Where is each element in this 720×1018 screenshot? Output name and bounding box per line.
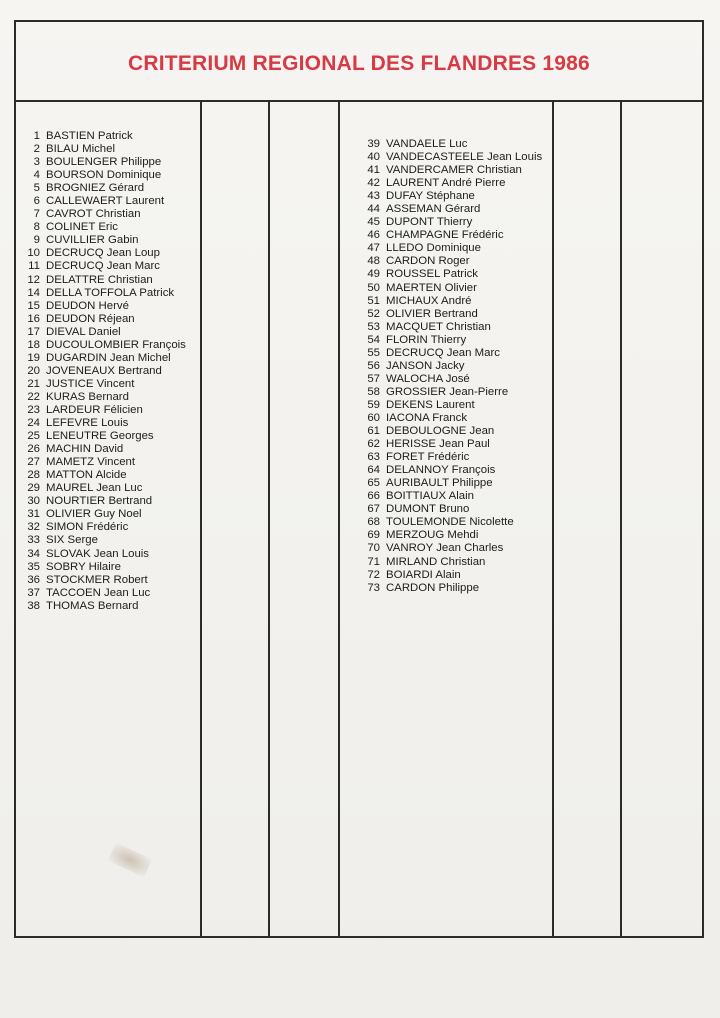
entry-number: 40 bbox=[367, 151, 380, 164]
entry-name: WALOCHA José bbox=[386, 372, 470, 385]
entry-number: 19 bbox=[27, 351, 40, 364]
entry-number: 16 bbox=[27, 312, 40, 325]
entry-number: 5 bbox=[33, 182, 40, 195]
entry-name: OLIVIER Bertrand bbox=[386, 307, 478, 320]
entry-name: JANSON Jacky bbox=[386, 359, 465, 372]
entry-number: 49 bbox=[367, 268, 380, 281]
entry-name: MACQUET Christian bbox=[386, 320, 491, 333]
entry-name: BASTIEN Patrick bbox=[46, 130, 133, 142]
entry-name: LLEDO Dominique bbox=[386, 242, 481, 255]
entry-number: 53 bbox=[367, 320, 380, 333]
entry-name: DUCOULOMBIER François bbox=[46, 338, 186, 351]
entry-name: SIMON Frédéric bbox=[46, 521, 129, 534]
entry-name: DUMONT Bruno bbox=[386, 503, 470, 516]
entry-number: 45 bbox=[367, 216, 380, 229]
entry-number: 8 bbox=[33, 221, 40, 234]
entry-name: CARDON Philippe bbox=[386, 581, 480, 594]
entry-number: 29 bbox=[27, 482, 40, 495]
entry-name: KURAS Bernard bbox=[46, 390, 129, 403]
entry-number: 6 bbox=[33, 195, 40, 208]
entry-number: 72 bbox=[367, 568, 380, 581]
entry-number: 54 bbox=[367, 333, 380, 346]
entry-number: 1 bbox=[33, 130, 40, 142]
entry-name: COLINET Eric bbox=[46, 221, 118, 234]
entry-number: 61 bbox=[367, 425, 380, 438]
entry-name: SOBRY Hilaire bbox=[46, 560, 121, 573]
entry-number: 20 bbox=[27, 364, 40, 377]
entry-number: 68 bbox=[367, 516, 380, 529]
entry-number: 39 bbox=[367, 138, 380, 150]
entry-number: 59 bbox=[367, 398, 380, 411]
entry-name: LENEUTRE Georges bbox=[46, 430, 154, 443]
entry-number: 11 bbox=[28, 260, 40, 273]
entry-number: 26 bbox=[27, 443, 40, 456]
entry-name: LAURENT André Pierre bbox=[386, 177, 506, 190]
entry-number: 58 bbox=[367, 385, 380, 398]
entry-number: 67 bbox=[367, 503, 380, 516]
column-divider bbox=[200, 102, 202, 936]
entry-name: SIX Serge bbox=[46, 534, 98, 547]
entry-number: 9 bbox=[33, 234, 40, 247]
entry-name: CUVILLIER Gabin bbox=[46, 234, 139, 247]
entry-name: OLIVIER Guy Noel bbox=[46, 508, 142, 521]
entry-number: 41 bbox=[367, 164, 380, 177]
entry-name: MERZOUG Mehdi bbox=[386, 529, 479, 542]
entry-name: VANDAELE Luc bbox=[386, 138, 468, 150]
entry-number: 35 bbox=[27, 560, 40, 573]
column-divider bbox=[268, 102, 270, 936]
column-divider bbox=[338, 102, 340, 936]
entry-number: 32 bbox=[27, 521, 40, 534]
entry-name: CAVROT Christian bbox=[46, 208, 141, 221]
entry-number: 73 bbox=[367, 581, 380, 594]
entry-name: MIRLAND Christian bbox=[386, 555, 486, 568]
entry-number: 28 bbox=[27, 469, 40, 482]
entry-number: 21 bbox=[27, 377, 40, 390]
entry-name: CHAMPAGNE Frédéric bbox=[386, 229, 504, 242]
entry-number: 55 bbox=[367, 346, 380, 359]
entry-name: IACONA Franck bbox=[386, 411, 468, 424]
entry-name: DELATTRE Christian bbox=[46, 273, 153, 286]
entry-name: MICHAUX André bbox=[386, 294, 472, 307]
entry-name: DEUDON Réjean bbox=[46, 312, 135, 325]
entry-number: 47 bbox=[367, 242, 380, 255]
entry-number: 70 bbox=[367, 542, 380, 555]
entry-number: 14 bbox=[27, 286, 40, 299]
entry-name: DELANNOY François bbox=[386, 464, 496, 477]
entry-name: DUFAY Stéphane bbox=[386, 190, 475, 203]
title-band bbox=[14, 20, 704, 102]
entry-name: SLOVAK Jean Louis bbox=[46, 547, 149, 560]
entry-name: MAUREL Jean Luc bbox=[46, 482, 143, 495]
entry-name: TOULEMONDE Nicolette bbox=[386, 516, 514, 529]
entry-name: VANDERCAMER Christian bbox=[386, 164, 522, 177]
entry-name: DECRUCQ Jean Marc bbox=[386, 346, 500, 359]
entry-number: 4 bbox=[33, 169, 40, 182]
entry-number: 66 bbox=[367, 490, 380, 503]
entry-name: JUSTICE Vincent bbox=[46, 377, 135, 390]
entry-name: CARDON Roger bbox=[386, 255, 470, 268]
entry-number: 23 bbox=[27, 403, 40, 416]
entry-number: 33 bbox=[27, 534, 40, 547]
entry-number: 46 bbox=[367, 229, 380, 242]
entry-number: 24 bbox=[27, 417, 40, 430]
column-divider bbox=[552, 102, 554, 936]
entry-name: LARDEUR Félicien bbox=[46, 403, 143, 416]
entry-number: 57 bbox=[367, 372, 380, 385]
entry-number: 71 bbox=[367, 555, 380, 568]
entry-name: ASSEMAN Gérard bbox=[386, 203, 481, 216]
entry-name: STOCKMER Robert bbox=[46, 573, 148, 586]
entry-number: 3 bbox=[33, 156, 40, 169]
entry-number: 27 bbox=[27, 456, 40, 469]
entry-number: 62 bbox=[367, 438, 380, 451]
entry-name: CALLEWAERT Laurent bbox=[46, 195, 165, 208]
entry-number: 64 bbox=[367, 464, 380, 477]
entry-name: MAMETZ Vincent bbox=[46, 456, 136, 469]
entry-number: 42 bbox=[367, 177, 380, 190]
entry-number: 44 bbox=[367, 203, 380, 216]
entry-number: 10 bbox=[27, 247, 40, 260]
entry-name: BROGNIEZ Gérard bbox=[46, 182, 145, 195]
entry-name: NOURTIER Bertrand bbox=[46, 495, 153, 508]
entry-number: 36 bbox=[27, 573, 40, 586]
entry-name: DUGARDIN Jean Michel bbox=[46, 351, 171, 364]
entry-number: 31 bbox=[27, 508, 40, 521]
entry-name: VANROY Jean Charles bbox=[386, 542, 504, 555]
entry-number: 18 bbox=[27, 338, 40, 351]
entry-name: DECRUCQ Jean Marc bbox=[46, 260, 160, 273]
entry-name: DEUDON Hervé bbox=[46, 299, 129, 312]
entry-number: 48 bbox=[367, 255, 380, 268]
column-divider bbox=[620, 102, 622, 936]
entry-name: BOURSON Dominique bbox=[46, 169, 162, 182]
entry-name: DEBOULOGNE Jean bbox=[386, 425, 495, 438]
entry-name: VANDECASTEELE Jean Louis bbox=[386, 151, 543, 164]
entry-number: 25 bbox=[27, 430, 40, 443]
entry-name: BILAU Michel bbox=[46, 143, 116, 156]
entry-name: GROSSIER Jean-Pierre bbox=[386, 385, 509, 398]
entry-name: LEFEVRE Louis bbox=[46, 417, 129, 430]
entry-name: DELLA TOFFOLA Patrick bbox=[46, 286, 175, 299]
entry-number: 37 bbox=[27, 586, 40, 599]
entry-name: BOIARDI Alain bbox=[386, 568, 461, 581]
entry-number: 2 bbox=[33, 143, 40, 156]
entry-number: 15 bbox=[27, 299, 40, 312]
entry-number: 7 bbox=[33, 208, 40, 221]
entry-name: HERISSE Jean Paul bbox=[386, 438, 490, 451]
entry-name: THOMAS Bernard bbox=[46, 599, 139, 612]
entry-name: DEKENS Laurent bbox=[386, 398, 475, 411]
entry-name: DUPONT Thierry bbox=[386, 216, 473, 229]
entry-number: 56 bbox=[367, 359, 380, 372]
entry-number: 30 bbox=[27, 495, 40, 508]
entry-number: 22 bbox=[27, 390, 40, 403]
page-title: CRITERIUM REGIONAL DES FLANDRES 1986 bbox=[128, 52, 590, 75]
entry-name: BOITTIAUX Alain bbox=[386, 490, 474, 503]
entry-name: MAERTEN Olivier bbox=[386, 281, 477, 294]
entry-name: JOVENEAUX Bertrand bbox=[46, 364, 162, 377]
entry-number: 60 bbox=[367, 411, 380, 424]
entry-name: MATTON Alcide bbox=[46, 469, 127, 482]
entry-number: 50 bbox=[367, 281, 380, 294]
entry-name: DECRUCQ Jean Loup bbox=[46, 247, 160, 260]
entry-number: 69 bbox=[367, 529, 380, 542]
entry-number: 43 bbox=[367, 190, 380, 203]
entry-number: 63 bbox=[367, 451, 380, 464]
entry-name: ROUSSEL Patrick bbox=[386, 268, 478, 281]
entry-number: 12 bbox=[27, 273, 40, 286]
entry-number: 17 bbox=[27, 325, 40, 338]
entry-name: BOULENGER Philippe bbox=[46, 156, 162, 169]
entry-name: FORET Frédéric bbox=[386, 451, 470, 464]
entry-number: 38 bbox=[27, 599, 40, 612]
entry-name: MACHIN David bbox=[46, 443, 124, 456]
entry-number: 34 bbox=[27, 547, 40, 560]
entry-number: 65 bbox=[367, 477, 380, 490]
entry-name: FLORIN Thierry bbox=[386, 333, 467, 346]
entry-number: 51 bbox=[367, 294, 380, 307]
entry-name: TACCOEN Jean Luc bbox=[46, 586, 151, 599]
entry-number: 52 bbox=[367, 307, 380, 320]
entry-name: DIEVAL Daniel bbox=[46, 325, 121, 338]
entry-name: AURIBAULT Philippe bbox=[386, 477, 493, 490]
